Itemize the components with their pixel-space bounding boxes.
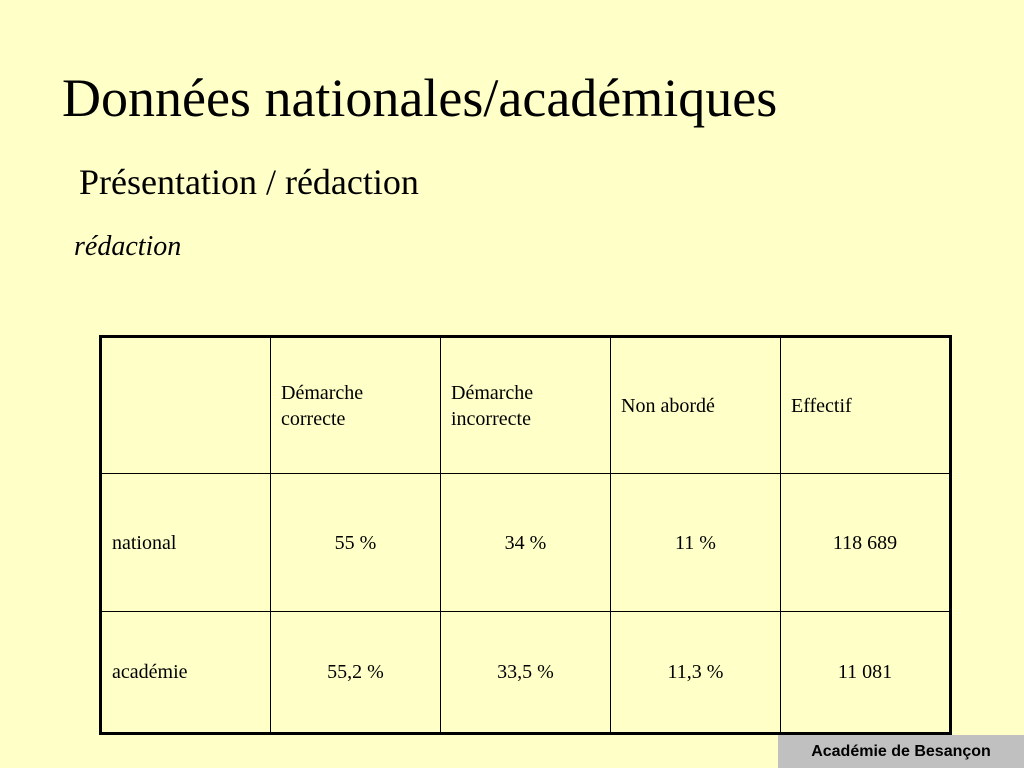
table-row-national [101,474,951,612]
cell-national-correcte: 55 % [271,474,441,612]
header-non-aborde: Non abordé [611,337,781,474]
footer-label: Académie de Besançon [778,735,1024,768]
cell-academie-non-aborde: 11,3 % [611,612,781,734]
results-table [99,335,952,735]
slide-title: Données nationales/académiques [62,68,778,128]
header-empty-cell [101,337,271,474]
row-label-national: national [101,474,271,612]
cell-academie-incorrecte: 33,5 % [441,612,611,734]
cell-academie-correcte: 55,2 % [271,612,441,734]
slide-subtitle: Présentation / rédaction [79,162,419,202]
table-header-row [101,337,951,474]
row-label-academie: académie [101,612,271,734]
cell-national-non-aborde: 11 % [611,474,781,612]
header-demarche-incorrecte: Démarche incorrecte [441,337,611,474]
cell-national-effectif: 118 689 [781,474,951,612]
section-label: rédaction [74,231,182,262]
table-row-academie [101,612,951,734]
cell-national-incorrecte: 34 % [441,474,611,612]
cell-academie-effectif: 11 081 [781,612,951,734]
header-demarche-correcte: Démarche correcte [271,337,441,474]
header-effectif: Effectif [781,337,951,474]
